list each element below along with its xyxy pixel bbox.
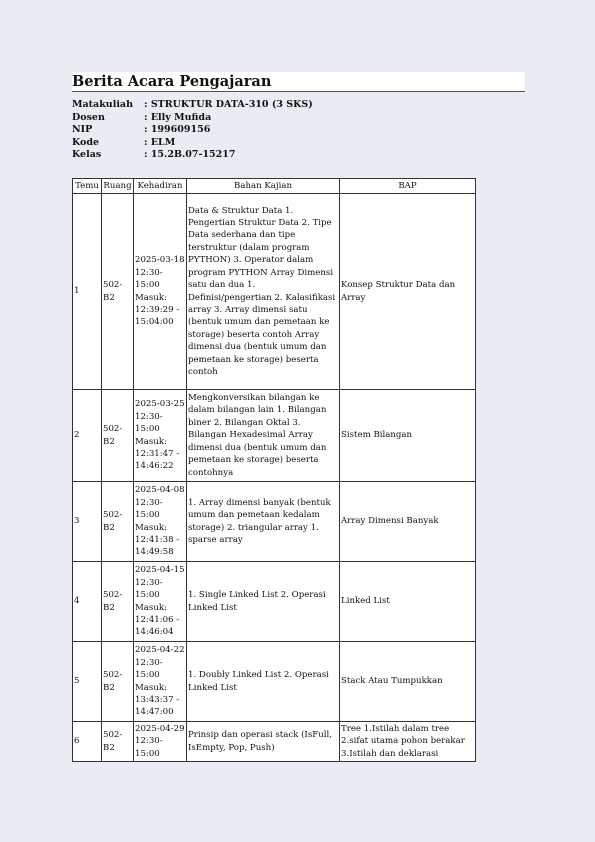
table-row bbox=[73, 562, 476, 642]
cell-kehadiran: 2025-04-22 12:30-15:00 Masuk: 13:43:37 - 14:47:00 bbox=[134, 642, 187, 722]
cell-temu: 4 bbox=[73, 562, 102, 642]
meta-value: : 15.2B.07-15217 bbox=[144, 149, 236, 161]
cell-ruang: 502-B2 bbox=[102, 562, 134, 642]
cell-ruang: 502-B2 bbox=[102, 194, 134, 390]
cell-kehadiran: 2025-04-15 12:30-15:00 Masuk: 12:41:06 - 14:46:04 bbox=[134, 562, 187, 642]
cell-ruang: 502-B2 bbox=[102, 722, 134, 762]
cell-bahan-kajian: 1. Doubly Linked List 2. Operasi Linked List bbox=[187, 642, 340, 722]
meta-label: NIP bbox=[72, 124, 93, 136]
header-temu: Temu bbox=[73, 179, 102, 194]
meta-value: : 199609156 bbox=[144, 124, 211, 136]
cell-temu: 3 bbox=[73, 482, 102, 562]
cell-temu: 2 bbox=[73, 390, 102, 482]
meta-label: Matakuliah bbox=[72, 99, 133, 110]
meta-value: : Elly Mufida bbox=[144, 111, 212, 123]
meta-row-kode bbox=[72, 137, 313, 150]
table-row bbox=[73, 642, 476, 722]
table-row bbox=[73, 194, 476, 390]
cell-ruang: 502-B2 bbox=[102, 482, 134, 562]
cell-temu: 1 bbox=[73, 194, 102, 390]
cell-bahan-kajian: Data & Struktur Data 1. Pengertian Struktur Data 2. Tipe Data sederhana dan tipe terstruktur (dalam program PYTHON) 3. Operator dalam program PYTHON Array Dimensi satu dan dua 1. Definisi/pengertian 2. Kalasifikasi array 3. Array dimensi satu (bentuk umum dan pemetaan ke storage) beserta contoh Array dimensi dua (bentuk umum dan pemetaan ke storage) beserta contoh bbox=[187, 194, 340, 390]
header-kehadiran: Kehadiran bbox=[134, 179, 187, 194]
cell-bap: Tree 1.Istilah dalam tree 2.sifat utama pohon berakar 3.Istilah dan deklarasi bbox=[340, 722, 476, 762]
header-ruang: Ruang bbox=[102, 179, 134, 194]
meta-label: Kode bbox=[72, 136, 100, 148]
meta-value: : ELM bbox=[144, 136, 176, 148]
cell-bahan-kajian: Prinsip dan operasi stack (IsFull, IsEmpty, Pop, Push) bbox=[187, 722, 340, 762]
meta-row-matakuliah bbox=[72, 99, 313, 112]
meta-row-dosen bbox=[72, 112, 313, 125]
course-info bbox=[72, 99, 313, 162]
cell-bap: Konsep Struktur Data dan Array bbox=[340, 194, 476, 390]
cell-bahan-kajian: 1. Single Linked List 2. Operasi Linked List bbox=[187, 562, 340, 642]
meta-value: : STRUKTUR DATA-310 (3 SKS) bbox=[144, 99, 313, 110]
meta-row-kelas bbox=[72, 149, 313, 162]
table-header-row bbox=[73, 179, 476, 194]
header-bap: BAP bbox=[340, 179, 476, 194]
table-row bbox=[73, 390, 476, 482]
meta-label: Kelas bbox=[72, 149, 102, 161]
cell-bap: Stack Atau Tumpukkan bbox=[340, 642, 476, 722]
cell-temu: 6 bbox=[73, 722, 102, 762]
title-bar bbox=[72, 72, 525, 92]
cell-temu: 5 bbox=[73, 642, 102, 722]
table-row bbox=[73, 482, 476, 562]
cell-bap: Sistem Bilangan bbox=[340, 390, 476, 482]
cell-kehadiran: 2025-03-25 12:30-15:00 Masuk: 12:31:47 - 14:46:22 bbox=[134, 390, 187, 482]
table-row bbox=[73, 722, 476, 762]
cell-kehadiran: 2025-04-29 12:30-15:00 bbox=[134, 722, 187, 762]
cell-ruang: 502-B2 bbox=[102, 390, 134, 482]
cell-bap: Array Dimensi Banyak bbox=[340, 482, 476, 562]
meta-row-nip bbox=[72, 124, 313, 137]
cell-kehadiran: 2025-03-18 12:30-15:00 Masuk: 12:39:29 - 15:04:00 bbox=[134, 194, 187, 390]
cell-bahan-kajian: Mengkonversikan bilangan ke dalam bilangan lain 1. Bilangan biner 2. Bilangan Oktal 3. Bilangan Hexadesimal Array dimensi dua (bentuk umum dan pemetaan ke storage) beserta contohnya bbox=[187, 390, 340, 482]
document-title: Berita Acara Pengajaran bbox=[72, 73, 272, 90]
attendance-table bbox=[72, 178, 476, 762]
header-bahan-kajian: Bahan Kajian bbox=[187, 179, 340, 194]
cell-kehadiran: 2025-04-08 12:30-15:00 Masuk: 12:41:38 - 14:49:58 bbox=[134, 482, 187, 562]
cell-bahan-kajian: 1. Array dimensi banyak (bentuk umum dan pemetaan kedalam storage) 2. triangular array 1. sparse array bbox=[187, 482, 340, 562]
cell-ruang: 502-B2 bbox=[102, 642, 134, 722]
meta-label: Dosen bbox=[72, 111, 105, 123]
cell-bap: Linked List bbox=[340, 562, 476, 642]
